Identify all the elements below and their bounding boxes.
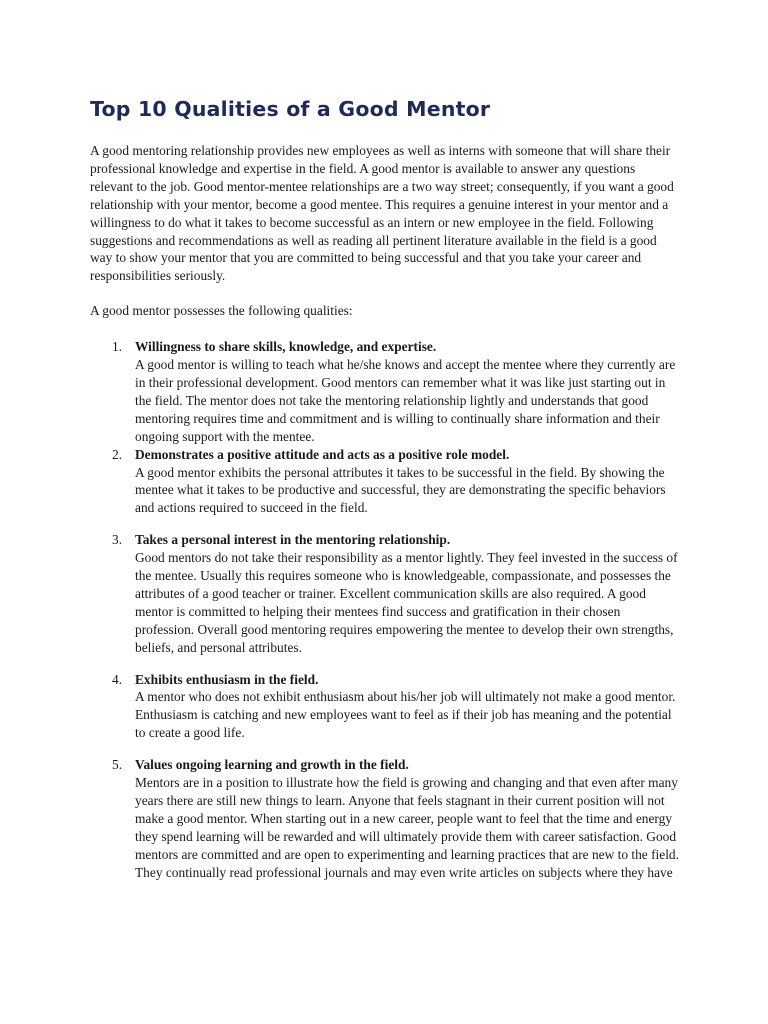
- list-item-body: Mentors are in a position to illustrate how the field is growing and changing and that even after many years there are still new things to learn. Anyone that feels stagnant in their current position will not make a good mentor. When starting out in a new career, people want to feel that the time and energy they spend learning will be rewarded and will ultimately provide them with career satisfaction. Good mentors are committed and are open to experimenting and learning practices that are new to the field. They continually read professional journals and may even write articles on subjects where they have: [135, 775, 679, 880]
- list-item-heading: Demonstrates a positive attitude and acts as a positive role model.: [135, 446, 510, 462]
- list-item-heading: Willingness to share skills, knowledge, and expertise.: [135, 339, 437, 355]
- list-item-number: 1.: [112, 339, 123, 355]
- list-item-number: 2.: [112, 446, 123, 462]
- document-title: Top 10 Qualities of a Good Mentor: [90, 97, 491, 121]
- qualities-list: [90, 338, 680, 881]
- document-page: [90, 95, 680, 882]
- list-item-number: 4.: [112, 671, 123, 687]
- list-item-body: A mentor who does not exhibit enthusiasm about his/her job will ultimately not make a good mentor. Enthusiasm is catching and new employees want to feel as if their job has meaning and the potential to create a good life.: [135, 689, 676, 741]
- list-item-body: A good mentor is willing to teach what he/she knows and accept the mentee where they currently are in their professional development. Good mentors can remember what it was like just starting out in the field. The mentor does not take the mentoring relationship lightly and understands that good mentoring requires time and commitment and is willing to continually share information and their ongoing support with the mentee.: [135, 357, 676, 444]
- list-item: [90, 756, 680, 881]
- list-item-heading: Takes a personal interest in the mentoring relationship.: [135, 532, 451, 548]
- intro-paragraph: A good mentoring relationship provides new employees as well as interns with someone that will share their professional knowledge and expertise in the field. A good mentor is available to answer any questions relevant to the job. Good mentor-mentee relationships are a two way street; consequently, if you want a good relationship with your mentor, become a good mentee. This requires a genuine interest in your mentor and a willingness to do what it takes to become successful as an intern or new employee in the field. Following suggestions and recommendations as well as reading all pertinent literature available in the field is a good way to show your mentor that you are committed to being successful and that you take your career and responsibilities seriously.: [90, 143, 674, 284]
- lead-in-paragraph: A good mentor possesses the following qualities:: [90, 303, 353, 319]
- list-item-heading: Exhibits enthusiasm in the field.: [135, 671, 319, 687]
- list-item-number: 3.: [112, 532, 123, 548]
- list-item-body: Good mentors do not take their responsibility as a mentor lightly. They feel invested in the success of the mentee. Usually this requires someone who is knowledgeable, compassionate, and possesses the attributes of a good teacher or trainer. Excellent communication skills are also required. A good mentor is committed to helping their mentees find success and gratification in their chosen profession. Overall good mentoring requires empowering the mentee to develop their own strengths, beliefs, and personal attributes.: [135, 550, 678, 655]
- list-item-heading: Values ongoing learning and growth in the field.: [135, 757, 409, 773]
- list-item-body: A good mentor exhibits the personal attributes it takes to be successful in the field. By showing the mentee what it takes to be productive and successful, they are demonstrating the specific behaviors and actions required to succeed in the field.: [135, 464, 666, 516]
- list-item: [90, 338, 680, 445]
- list-item: [90, 446, 680, 518]
- list-item: [90, 671, 680, 743]
- list-item: [90, 531, 680, 656]
- list-item-number: 5.: [112, 757, 123, 773]
